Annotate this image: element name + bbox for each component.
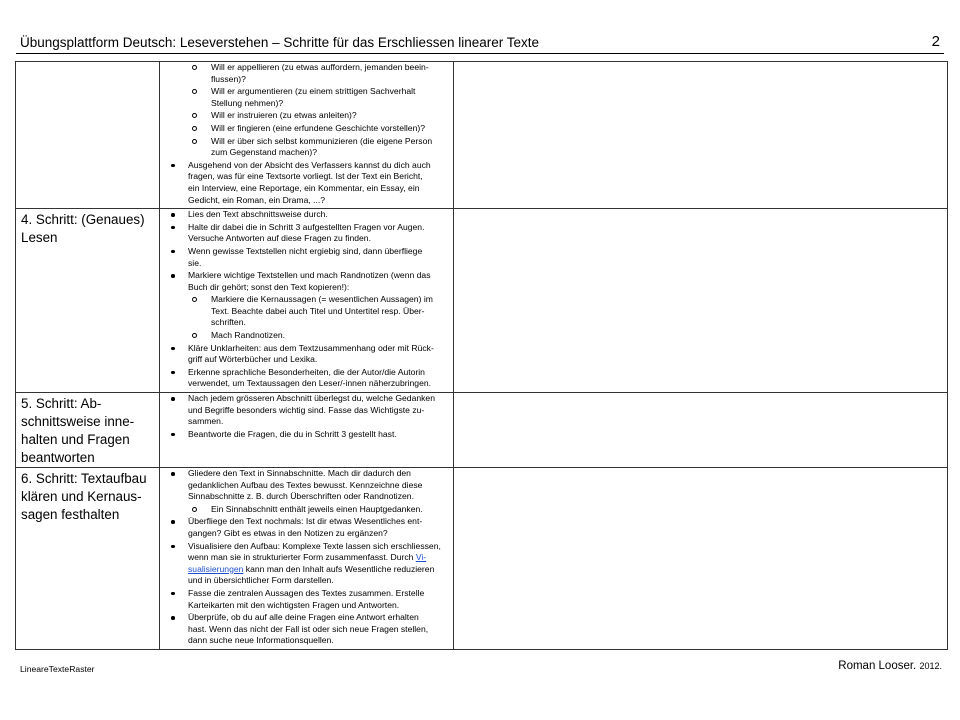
instructions-cell bbox=[160, 468, 454, 650]
item-text: Kläre Unklarheiten: aus dem Textzusammenhang oder mit Rück- griff auf Wörterbücher und Lexika. bbox=[188, 342, 434, 365]
item-text: Mach Randnotizen. bbox=[211, 330, 286, 341]
item-text: Ein Sinnabschnitt enthält jeweils einen Hauptgedanken. bbox=[211, 503, 423, 514]
item-text: Überprüfe, ob du auf alle deine Fragen eine Antwort erhalten hast. Wenn das nicht der Fall ist oder sich neue Fragen stellen, dann suche neue Informationsquellen. bbox=[188, 612, 429, 646]
item-text: Will er argumentieren (zu einem strittigen Sachverhalt Stellung nehmen)? bbox=[211, 86, 416, 108]
bullet-item bbox=[160, 367, 449, 390]
sub-bullet-item bbox=[160, 136, 449, 159]
sub-bullet-item bbox=[160, 86, 449, 109]
footer-author bbox=[838, 660, 942, 672]
item-text: Halte dir dabei die in Schritt 3 aufgestellten Fragen vor Augen. Versuche Antworten auf diese Fragen zu finden. bbox=[188, 221, 425, 244]
item-text: Ausgehend von der Absicht des Verfassers kannst du dich auch fragen, was für eine Textsorte vorliegt. Ist der Text ein Bericht, ein Interview, eine Reportage, ein Kommentar, ein Essay, ein Gedicht, ein Roman, ein Drama, ...? bbox=[188, 159, 431, 205]
item-text: Fasse die zentralen Aussagen des Textes zusammen. Erstelle Karteikarten mit den wichtigsten Fragen und Antworten. bbox=[188, 587, 425, 610]
item-text: Gliedere den Text in Sinnabschnitte. Mach dir dadurch den gedanklichen Aufbau des Textes bewusst. Kennzeichne diese Sinnabschnitte z. B. durch Überschriften oder Randnotizen. bbox=[188, 468, 423, 502]
step-cell bbox=[16, 468, 160, 650]
step-cell bbox=[16, 393, 160, 468]
item-text: Überfliege den Text nochmals: Ist dir etwas Wesentliches ent- gangen? Gibt es etwas in den Notizen zu ergänzen? bbox=[188, 516, 423, 538]
instructions-cell bbox=[160, 209, 454, 393]
item-text: Lies den Text abschnittsweise durch. bbox=[188, 209, 328, 220]
bullet-item bbox=[160, 160, 449, 206]
item-text: Will er fingieren (eine erfundene Geschichte vorstellen)? bbox=[211, 122, 425, 133]
bullet-item bbox=[160, 343, 449, 366]
bullet-item bbox=[160, 468, 449, 503]
notes-cell bbox=[454, 209, 948, 393]
instructions-cell bbox=[160, 62, 454, 209]
notes-cell bbox=[454, 393, 948, 468]
item-text: Markiere wichtige Textstellen und mach Randnotizen (wenn das Buch dir gehört; sonst den Text kopieren!): bbox=[188, 270, 431, 292]
bullet-item bbox=[160, 393, 449, 428]
item-text: Will er appellieren (zu etwas auffordern, jemanden beein- flussen)? bbox=[211, 62, 429, 84]
steps-table bbox=[15, 61, 948, 650]
sub-bullet-item bbox=[160, 62, 449, 85]
item-text: Will er instruieren (zu etwas anleiten)? bbox=[211, 110, 357, 121]
item-text: Beantworte die Fragen, die du in Schritt 3 gestellt hast. bbox=[188, 428, 397, 439]
step-row bbox=[16, 468, 948, 650]
visualisierungen-link[interactable]: Vi- sualisierungen bbox=[188, 552, 427, 574]
step-row bbox=[16, 209, 948, 393]
item-text: Erkenne sprachliche Besonderheiten, die der Autor/die Autorin verwendet, um Textaussagen den Leser/-innen näherzubringen. bbox=[188, 366, 432, 389]
bullet-item bbox=[160, 222, 449, 245]
bullet-item bbox=[160, 246, 449, 269]
sub-bullet-item bbox=[160, 110, 449, 122]
bullet-item bbox=[160, 209, 449, 221]
item-text: Markiere die Kernaussagen (= wesentlichen Aussagen) im Text. Beachte dabei auch Titel und Untertitel resp. Über- schriften. bbox=[211, 294, 433, 328]
instructions-cell bbox=[160, 393, 454, 468]
bullet-item bbox=[160, 541, 449, 587]
bullet-item bbox=[160, 429, 449, 441]
step-row bbox=[16, 393, 948, 468]
page-header bbox=[16, 33, 944, 54]
page-number: 2 bbox=[931, 33, 940, 50]
notes-cell bbox=[454, 468, 948, 650]
step-title: 6. Schritt: Textaufbau klären und Kernaus- sagen festhalten bbox=[21, 471, 147, 523]
bullet-item bbox=[160, 588, 449, 611]
step-title: 4. Schritt: (Genaues) Lesen bbox=[21, 212, 145, 246]
step-cell bbox=[16, 209, 160, 393]
sub-bullet-item bbox=[160, 330, 449, 342]
year: 2012. bbox=[919, 661, 942, 671]
sub-bullet-item bbox=[160, 123, 449, 135]
footer-filename: LineareTexteRaster bbox=[20, 664, 95, 674]
sub-bullet-item bbox=[160, 294, 449, 329]
document-title: Übungsplattform Deutsch: Leseverstehen – Schritte für das Erschliessen linearer Texte bbox=[20, 35, 540, 50]
item-text: Wenn gewisse Textstellen nicht ergiebig sind, dann überfliege sie. bbox=[188, 245, 423, 268]
sub-bullet-item bbox=[160, 504, 449, 516]
step-row bbox=[16, 62, 948, 209]
bullet-item bbox=[160, 516, 449, 539]
item-text-continued: kann man den Inhalt aufs Wesentliche reduzieren und in übersichtlicher Form darstellen. bbox=[188, 563, 435, 586]
step-cell bbox=[16, 62, 160, 209]
step-title: 5. Schritt: Ab- schnittsweise inne- halten und Fragen beantworten bbox=[21, 396, 135, 466]
step-title bbox=[16, 62, 159, 64]
item-text: Nach jedem grösseren Abschnitt überlegst du, welche Gedanken und Begriffe besonders wichtig sind. Fasse das Wichtigste zu- sammen. bbox=[188, 393, 435, 427]
notes-cell bbox=[454, 62, 948, 209]
bullet-item bbox=[160, 612, 449, 647]
bullet-item bbox=[160, 270, 449, 293]
item-text: Will er über sich selbst kommunizieren (die eigene Person zum Gegenstand machen)? bbox=[211, 135, 433, 158]
author-name: Roman Looser. bbox=[838, 660, 917, 672]
item-text: Visualisiere den Aufbau: Komplexe Texte lassen sich erschliessen, wenn man sie in strukturierter Form zusammenfasst. Durch bbox=[188, 540, 441, 563]
